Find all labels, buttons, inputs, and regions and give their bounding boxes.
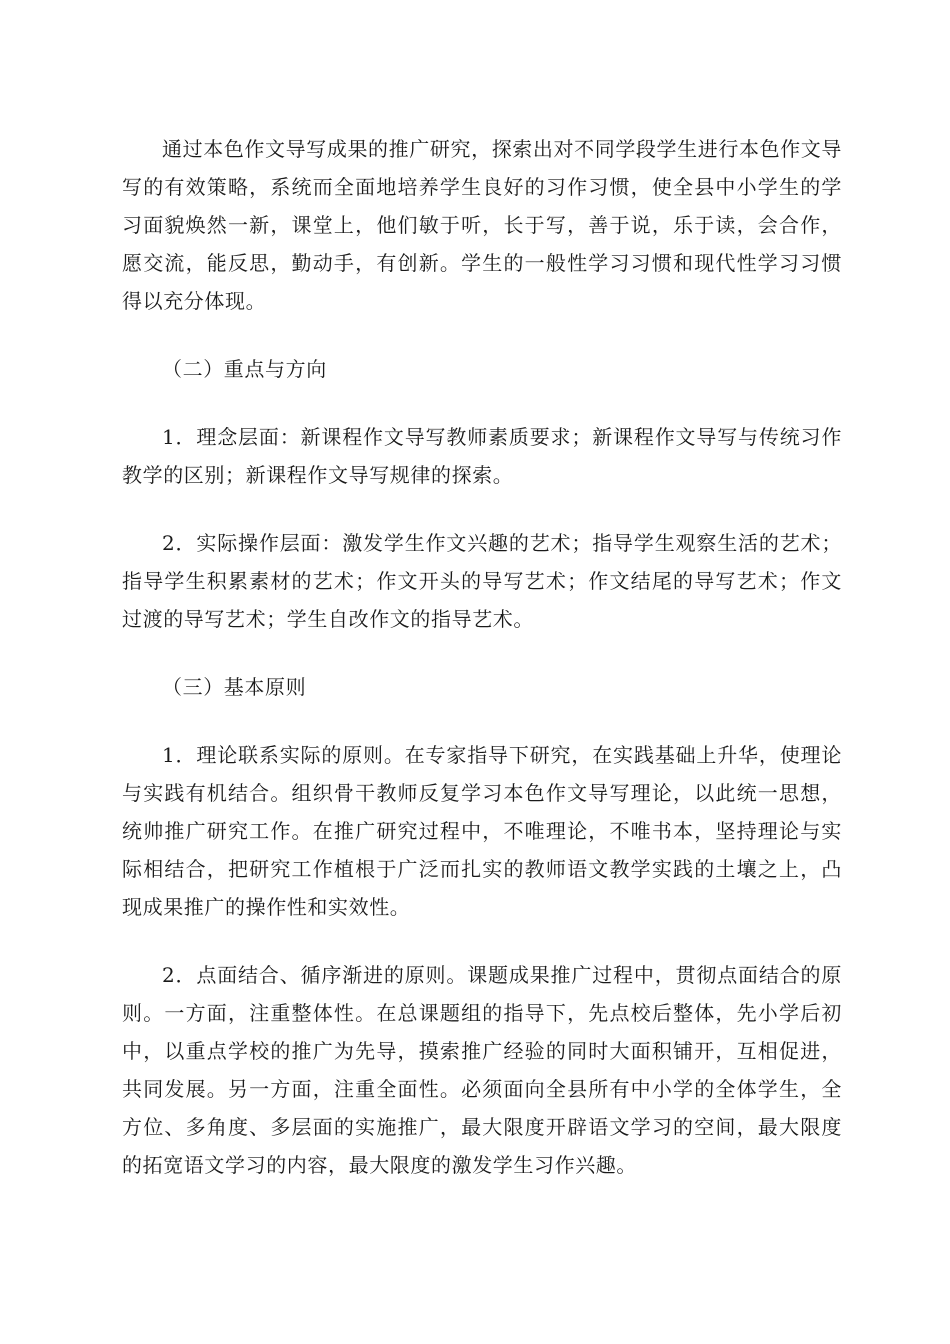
paragraph-spacer <box>122 706 842 736</box>
body-paragraph: 通过本色作文导写成果的推广研究，探索出对不同学段学生进行本色作文导写的有效策略，系统而全面地培养学生良好的习作习惯，使全县中小学生的学习面貌焕然一新，课堂上，他们敏于听，长于写，善于说，乐于读，会合作，愿交流，能反思，勤动手，有创新。学生的一般性学习习惯和现代性学习习惯得以充分体现。 <box>122 137 842 313</box>
body-paragraph: 1．理念层面：新课程作文导写教师素质要求；新课程作文导写与传统习作教学的区别；新课程作文导写规律的探索。 <box>122 425 842 487</box>
paragraph-spacer <box>122 926 842 956</box>
paragraph-spacer <box>122 494 842 524</box>
paragraph-spacer <box>122 638 842 668</box>
section-heading: （三）基本原则 <box>162 675 307 699</box>
body-paragraph: 1．理论联系实际的原则。在专家指导下研究，在实践基础上升华，使理论与实践有机结合。组织骨干教师反复学习本色作文导写理论，以此统一思想，统帅推广研究工作。在推广研究过程中，不唯理论，不唯书本，坚持理论与实际相结合，把研究工作植根于广泛而扎实的教师语文教学实践的土壤之上，凸现成果推广的操作性和实效性。 <box>122 743 842 919</box>
section-heading: （二）重点与方向 <box>162 357 327 381</box>
body-paragraph: 2．实际操作层面：激发学生作文兴趣的艺术；指导学生观察生活的艺术；指导学生积累素材的艺术；作文开头的导写艺术；作文结尾的导写艺术；作文过渡的导写艺术；学生自改作文的指导艺术。 <box>122 531 842 631</box>
body-paragraph: 2．点面结合、循序渐进的原则。课题成果推广过程中，贯彻点面结合的原则。一方面，注重整体性。在总课题组的指导下，先点校后整体，先小学后初中，以重点学校的推广为先导，摸索推广经验的同时大面积铺开，互相促进，共同发展。另一方面，注重全面性。必须面向全县所有中小学的全体学生，全方位、多角度、多层面的实施推广，最大限度开辟语文学习的空间，最大限度的拓宽语文学习的内容，最大限度的激发学生习作兴趣。 <box>122 963 842 1177</box>
paragraph-spacer <box>122 320 842 350</box>
paragraph-spacer <box>122 388 842 418</box>
document-page <box>122 130 842 1184</box>
